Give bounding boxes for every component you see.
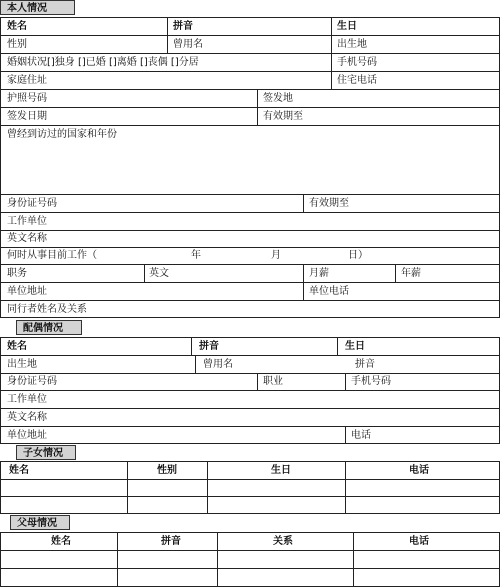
label-month: 月: [271, 250, 281, 261]
section-title-parents: [10, 515, 70, 530]
label-issue-place: 签发地: [263, 93, 293, 104]
row-divider: [1, 550, 499, 551]
spouse-label-occupation: 职业: [263, 376, 283, 387]
label-monthly-salary: 月薪: [309, 268, 329, 279]
label-annual-salary: 年薪: [401, 268, 421, 279]
label-english-name: 英文名称: [7, 233, 47, 244]
col-divider: [345, 426, 346, 443]
row-divider: [1, 264, 499, 265]
row-divider: [1, 53, 499, 54]
label-work-phone: 单位电话: [309, 286, 349, 297]
label-valid-until: 有效期至: [263, 111, 303, 122]
spouse-label-birthplace: 出生地: [7, 359, 37, 370]
col-divider: [167, 35, 168, 53]
children-col-name: 姓名: [9, 465, 29, 476]
self-info-table: [0, 17, 500, 318]
label-name: 姓名: [7, 21, 27, 32]
row-divider: [1, 373, 499, 374]
label-passport-no: 护照号码: [7, 93, 47, 104]
children-col-gender: 性别: [157, 465, 177, 476]
section-title-children-text: 子女情况: [23, 448, 63, 459]
parents-table: [0, 532, 500, 587]
section-title-parents-text: 父母情况: [17, 518, 57, 529]
label-issue-date: 签发日期: [7, 111, 47, 122]
row-divider: [1, 282, 499, 283]
spouse-label-name: 姓名: [7, 341, 27, 352]
label-birthplace: 出生地: [337, 39, 367, 50]
spouse-label-id-number: 身份证号码: [7, 376, 57, 387]
children-table: [0, 461, 500, 514]
row-divider: [1, 125, 499, 126]
label-position: 职务: [7, 268, 27, 279]
row-divider: [1, 408, 499, 409]
children-col-phone: 电话: [409, 465, 429, 476]
row-divider: [1, 479, 499, 480]
row-divider: [1, 300, 499, 301]
row-divider: [1, 35, 499, 36]
spouse-label-work-address: 单位地址: [7, 430, 47, 441]
row-divider: [1, 107, 499, 108]
label-marital-status: 婚姻状况[]独身 []已婚 []离婚 []丧偶 []分居: [7, 57, 199, 68]
col-divider: [331, 18, 332, 89]
col-divider: [257, 89, 258, 125]
label-birthday: 生日: [337, 21, 357, 32]
label-gender: 性别: [7, 39, 27, 50]
section-title-children: [16, 445, 76, 460]
label-current-job-since: 何时从事目前工作（: [7, 250, 97, 261]
col-divider: [117, 533, 118, 586]
label-pinyin: 拼音: [173, 21, 193, 32]
col-divider: [353, 533, 354, 586]
label-home-phone: 住宅电话: [337, 75, 377, 86]
row-divider: [1, 390, 499, 391]
label-home-address: 家庭住址: [7, 75, 47, 86]
label-english: 英文: [149, 268, 169, 279]
col-divider: [345, 373, 346, 390]
parents-col-pinyin: 拼音: [161, 536, 181, 547]
parents-col-phone: 电话: [409, 536, 429, 547]
label-id-number: 身份证号码: [7, 198, 57, 209]
row-divider: [1, 71, 499, 72]
spouse-label-pinyin: 拼音: [199, 341, 219, 352]
col-divider: [303, 264, 304, 300]
row-divider: [1, 194, 499, 195]
row-divider: [1, 89, 499, 90]
label-day: 日）: [348, 250, 368, 261]
label-former-name: 曾用名: [173, 39, 203, 50]
spouse-label-birthday: 生日: [345, 341, 365, 352]
col-divider: [191, 338, 192, 355]
col-divider: [167, 18, 168, 35]
col-divider: [195, 355, 196, 373]
spouse-label-pinyin-2: 拼音: [355, 359, 375, 370]
section-title-self-text: 本人情况: [7, 3, 47, 14]
spouse-info-table: [0, 337, 500, 444]
col-divider: [207, 462, 208, 513]
row-divider: [1, 568, 499, 569]
section-title-spouse: [16, 320, 82, 335]
label-year: 年: [191, 250, 201, 261]
spouse-label-english-name: 英文名称: [7, 412, 47, 423]
col-divider: [395, 264, 396, 282]
spouse-label-mobile: 手机号码: [351, 376, 391, 387]
parents-col-name: 姓名: [51, 536, 71, 547]
spouse-label-phone: 电话: [351, 430, 371, 441]
parents-col-relation: 关系: [273, 536, 293, 547]
children-col-birthday: 生日: [271, 465, 291, 476]
label-mobile: 手机号码: [337, 57, 377, 68]
row-divider: [1, 212, 499, 213]
col-divider: [127, 462, 128, 513]
col-divider: [217, 533, 218, 586]
spouse-label-employer: 工作单位: [7, 394, 47, 405]
label-companions: 同行者姓名及关系: [7, 304, 87, 315]
row-divider: [1, 496, 499, 497]
row-divider: [1, 230, 499, 231]
label-id-valid-until: 有效期至: [309, 198, 349, 209]
row-divider: [1, 247, 499, 248]
col-divider: [257, 373, 258, 390]
col-divider: [337, 338, 338, 355]
section-title-self: [0, 0, 75, 15]
label-employer: 工作单位: [7, 216, 47, 227]
label-work-address: 单位地址: [7, 286, 47, 297]
col-divider: [303, 194, 304, 212]
section-title-spouse-text: 配偶情况: [23, 323, 63, 334]
row-divider: [1, 426, 499, 427]
label-visited-countries: 曾经到访过的国家和年份: [7, 129, 117, 140]
row-divider: [1, 355, 499, 356]
spouse-label-former-name: 曾用名: [203, 359, 233, 370]
col-divider: [144, 264, 145, 282]
col-divider: [345, 462, 346, 513]
